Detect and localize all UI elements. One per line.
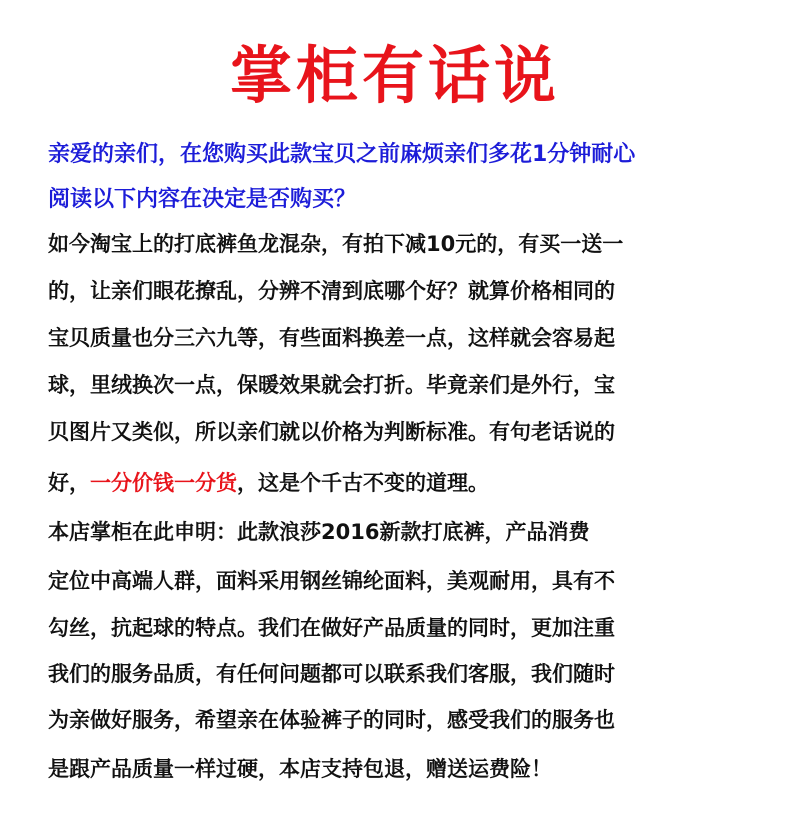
intro-line: 亲爱的亲们，在您购买此款宝贝之前麻烦亲们多花1分钟耐心 xyxy=(48,142,636,167)
body-line: 贝图片又类似，所以亲们就以价格为判断标准。有句老话说的 xyxy=(48,420,615,444)
body-line: 球，里绒换次一点，保暖效果就会打折。毕竟亲们是外行，宝 xyxy=(48,373,615,397)
body-line: 我们的服务品质，有任何问题都可以联系我们客服，我们随时 xyxy=(48,662,615,686)
body-line-highlight xyxy=(48,465,768,501)
body-line: 是跟产品质量一样过硬，本店支持包退，赠送运费险！ xyxy=(48,757,552,781)
highlight-slogan: 一分价钱一分货 xyxy=(90,471,237,495)
body-line: 勾丝，抗起球的特点。我们在做好产品质量的同时，更加注重 xyxy=(48,616,615,640)
body-line: 定位中高端人群，面料采用钢丝锦纶面料，美观耐用，具有不 xyxy=(48,569,615,593)
intro-line: 阅读以下内容在决定是否购买？ xyxy=(48,187,357,212)
body-line: 为亲做好服务，希望亲在体验裤子的同时，感受我们的服务也 xyxy=(48,708,615,732)
page-title: 掌柜有话说 xyxy=(229,39,560,112)
body-line: 如今淘宝上的打底裤鱼龙混杂，有拍下减10元的，有买一送一 xyxy=(48,232,624,256)
body-line: 本店掌柜在此申明：此款浪莎2016新款打底裤，产品消费 xyxy=(48,520,590,544)
body-line: 宝贝质量也分三六九等，有些面料换差一点，这样就会容易起 xyxy=(48,326,615,350)
body-line: 的，让亲们眼花撩乱，分辨不清到底哪个好？就算价格相同的 xyxy=(48,279,615,303)
text-before: 好， xyxy=(48,471,90,495)
text-after: ，这是个千古不变的道理。 xyxy=(237,471,489,495)
